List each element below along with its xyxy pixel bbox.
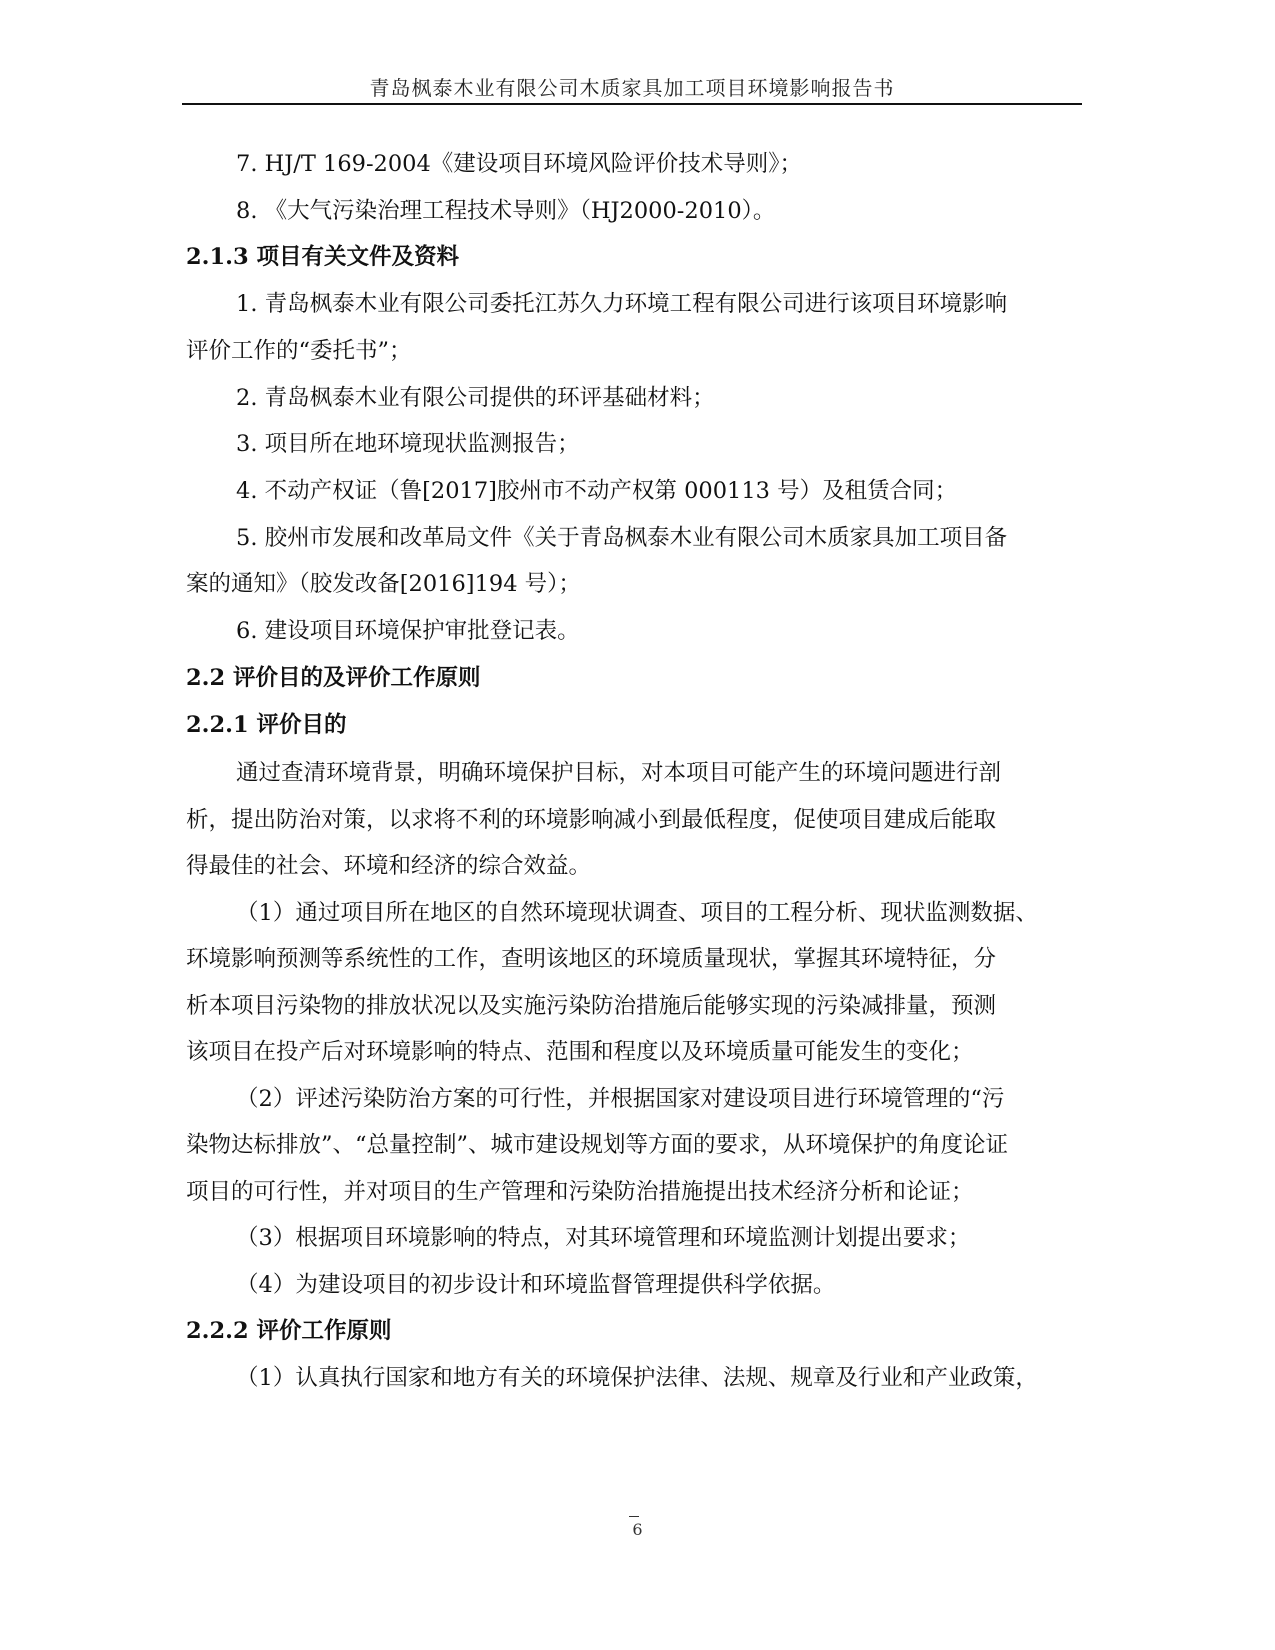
- paragraph-purpose-line-2: 析，提出防治对策，以求将不利的环境影响减小到最低程度，促使项目建成后能取: [186, 807, 997, 833]
- reference-item-7: 7. HJ/T 169-2004《建设项目环境风险评价技术导则》；: [236, 151, 803, 177]
- purpose-item-4: （4）为建设项目的初步设计和环境监督管理提供科学依据。: [236, 1272, 836, 1298]
- section-heading-2-1-3: 2.1.3 项目有关文件及资料: [186, 244, 459, 270]
- document-item-1-cont: 评价工作的“委托书”；: [186, 338, 412, 364]
- section-heading-2-2-2: 2.2.2 评价工作原则: [186, 1318, 392, 1344]
- purpose-item-1-line-3: 析本项目污染物的排放状况以及实施污染防治措施后能够实现的污染减排量，预测: [186, 993, 997, 1019]
- purpose-item-1-line-4: 该项目在投产后对环境影响的特点、范围和程度以及环境质量可能发生的变化；: [186, 1039, 974, 1065]
- page-number: 6: [632, 1520, 643, 1539]
- purpose-item-3: （3）根据项目环境影响的特点，对其环境管理和环境监测计划提出要求；: [236, 1225, 971, 1251]
- principle-item-1: （1）认真执行国家和地方有关的环境保护法律、法规、规章及行业和产业政策，: [236, 1365, 1038, 1391]
- paragraph-purpose-line-1: 通过查清环境背景，明确环境保护目标，对本项目可能产生的环境问题进行剖: [236, 760, 1002, 786]
- document-item-2: 2. 青岛枫泰木业有限公司提供的环评基础材料；: [236, 385, 715, 411]
- purpose-item-1-line-1: （1）通过项目所在地区的自然环境现状调查、项目的工程分析、现状监测数据、: [236, 900, 1038, 926]
- section-heading-2-2: 2.2 评价目的及评价工作原则: [186, 665, 481, 691]
- purpose-item-2-line-1: （2）评述污染防治方案的可行性，并根据国家对建设项目进行环境管理的“污: [236, 1086, 1005, 1112]
- running-header: 青岛枫泰木业有限公司木质家具加工项目环境影响报告书: [369, 76, 895, 100]
- document-item-4: 4. 不动产权证（鲁[2017]胶州市不动产权第 000113 号）及租赁合同；: [236, 478, 958, 504]
- document-item-3: 3. 项目所在地环境现状监测报告；: [236, 431, 580, 457]
- document-item-6: 6. 建设项目环境保护审批登记表。: [236, 618, 580, 644]
- header-rule: [182, 103, 1082, 105]
- section-heading-2-2-1: 2.2.1 评价目的: [186, 712, 347, 738]
- reference-item-8: 8. 《大气污染治理工程技术导则》（HJ2000-2010）。: [236, 198, 776, 224]
- document-item-5: 5. 胶州市发展和改革局文件《关于青岛枫泰木业有限公司木质家具加工项目备: [236, 525, 1008, 551]
- paragraph-purpose-line-3: 得最佳的社会、环境和经济的综合效益。: [186, 853, 592, 879]
- purpose-item-2-line-3: 项目的可行性，并对项目的生产管理和污染防治措施提出技术经济分析和论证；: [186, 1179, 974, 1205]
- document-item-1: 1. 青岛枫泰木业有限公司委托江苏久力环境工程有限公司进行该项目环境影响: [236, 291, 1008, 317]
- page-number-rule: [629, 1516, 639, 1517]
- document-item-5-cont: 案的通知》（胶发改备[2016]194 号）；: [186, 571, 581, 597]
- purpose-item-1-line-2: 环境影响预测等系统性的工作，查明该地区的环境质量现状，掌握其环境特征，分: [186, 946, 997, 972]
- purpose-item-2-line-2: 染物达标排放”、“总量控制”、城市建设规划等方面的要求，从环境保护的角度论证: [186, 1132, 1009, 1158]
